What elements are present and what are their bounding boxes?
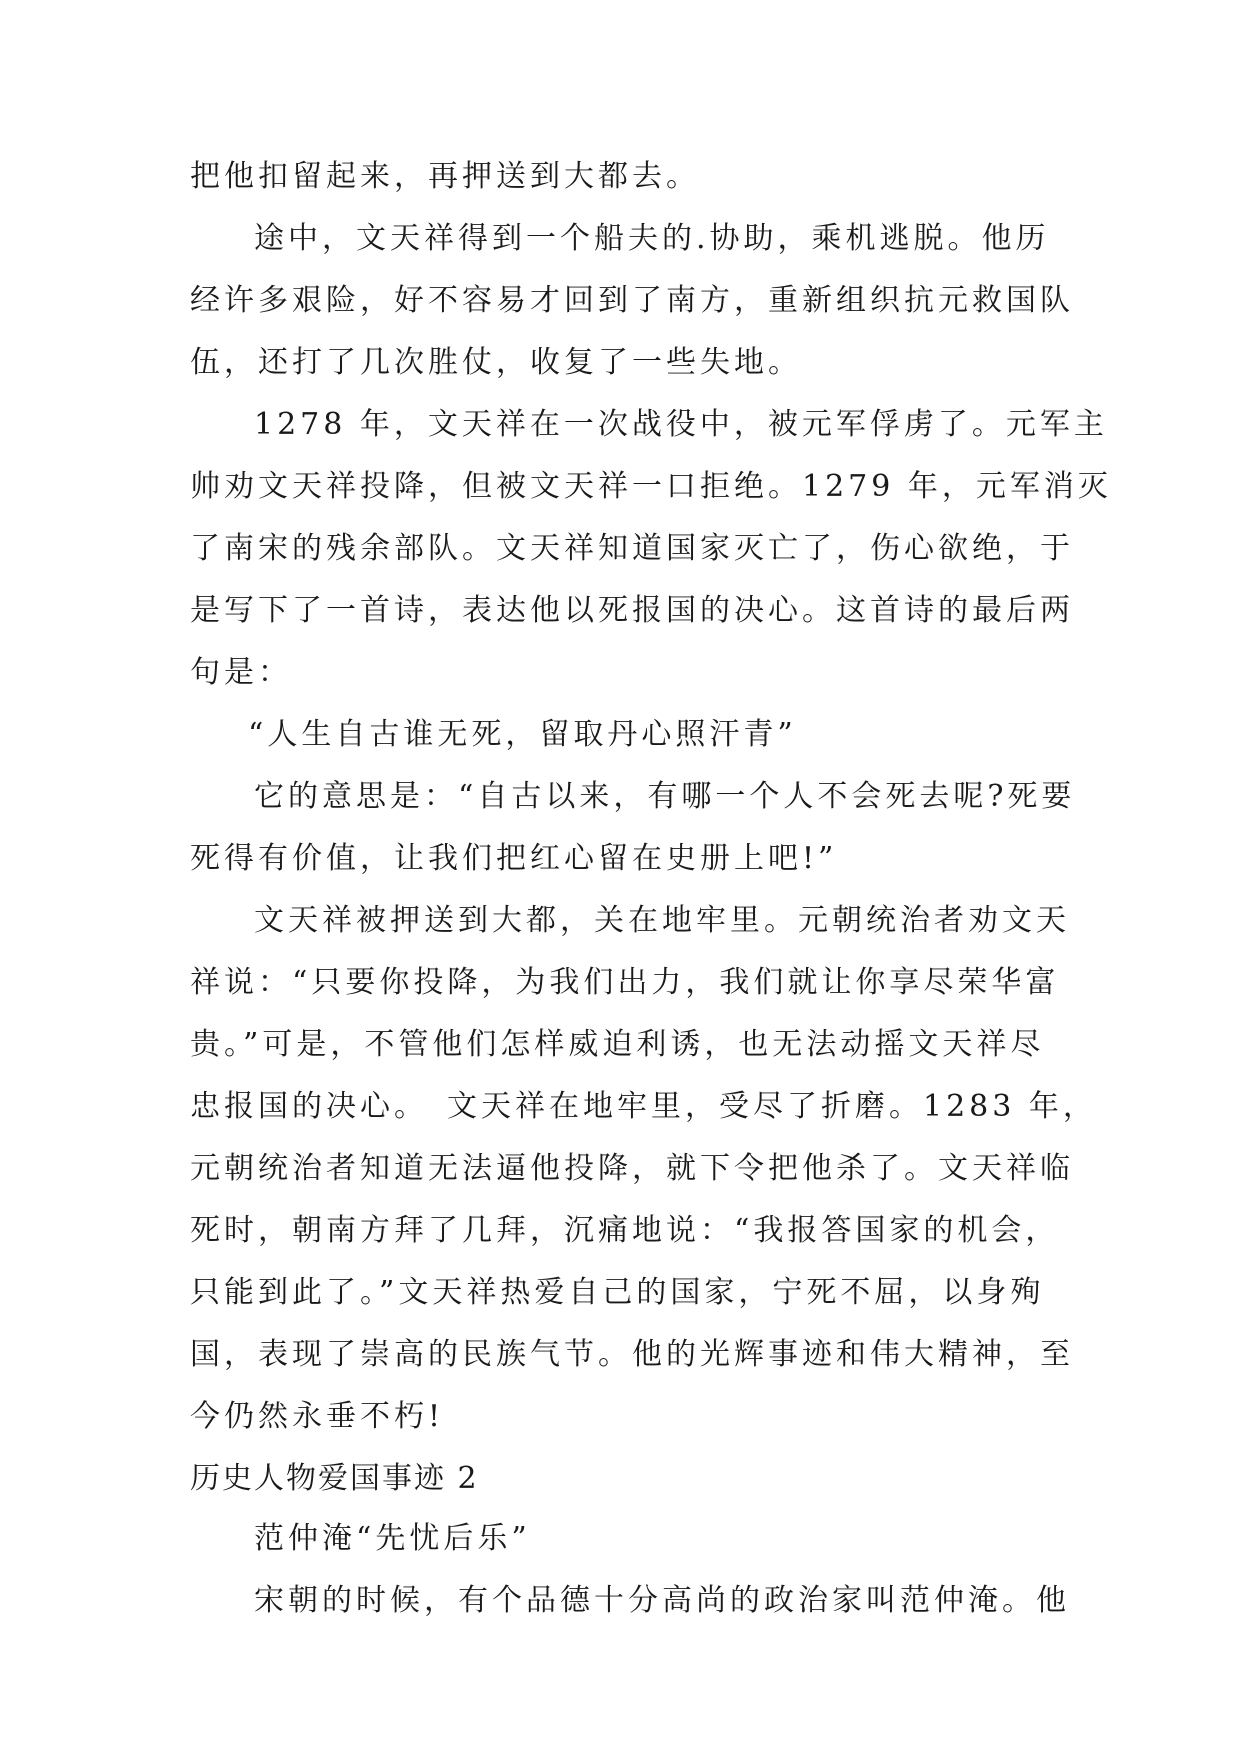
paragraph-line: 伍，还打了几次胜仗，收复了一些失地。 [190, 345, 802, 380]
paragraph-line: 元朝统治者知道无法逼他投降，就下令把他杀了。文天祥临 [190, 1151, 1074, 1186]
paragraph-line: 途中，文天祥得到一个船夫的.协助，乘机逃脱。他历 [254, 221, 1050, 256]
paragraph-line: 死时，朝南方拜了几拜，沉痛地说：“我报答国家的机会， [190, 1213, 1060, 1248]
paragraph-line: 句是： [190, 655, 292, 690]
paragraph-line: 国，表现了崇高的民族气节。他的光辉事迹和伟大精神，至 [190, 1337, 1074, 1372]
document-body [190, 158, 1112, 1644]
paragraph-line: 帅劝文天祥投降，但被文天祥一口拒绝。1279 年，元军消灭 [190, 469, 1112, 504]
paragraph-line: 了南宋的残余部队。文天祥知道国家灭亡了，伤心欲绝，于 [190, 531, 1074, 566]
paragraph-line: 只能到此了。”文天祥热爱自己的国家，宁死不屈，以身殉 [190, 1275, 1045, 1310]
paragraph-line: 它的意思是：“自古以来，有哪一个人不会死去呢?死要 [254, 779, 1076, 814]
paragraph-line: 文天祥被押送到大都，关在地牢里。元朝统治者劝文天 [254, 903, 1070, 938]
paragraph-line: 经许多艰险，好不容易才回到了南方，重新组织抗元救国队 [190, 283, 1074, 318]
paragraph-line: 贵。”可是，不管他们怎样威迫利诱，也无法动摇文天祥尽 [190, 1027, 1045, 1062]
paragraph-line: 1278 年，文天祥在一次战役中，被元军俘虏了。元军主 [254, 407, 1108, 442]
paragraph-line: 死得有价值，让我们把红心留在史册上吧!” [190, 841, 838, 876]
paragraph-line: 忠报国的决心。 文天祥在地牢里，受尽了折磨。1283 年， [190, 1089, 1097, 1124]
paragraph-line: 祥说：“只要你投降，为我们出力，我们就让你享尽荣华富 [190, 965, 1060, 1000]
subsection-title: 范仲淹“先忧后乐” [254, 1521, 531, 1556]
paragraph-line: 今仍然永垂不朽! [190, 1399, 445, 1434]
paragraph-line: 宋朝的时候，有个品德十分高尚的政治家叫范仲淹。他 [254, 1583, 1070, 1618]
paragraph-line: 把他扣留起来，再押送到大都去。 [190, 159, 700, 194]
section-heading: 历史人物爱国事迹 2 [190, 1461, 479, 1496]
poem-quote: “人生自古谁无死，留取丹心照汗青” [248, 717, 797, 752]
paragraph-line: 是写下了一首诗，表达他以死报国的决心。这首诗的最后两 [190, 593, 1074, 628]
